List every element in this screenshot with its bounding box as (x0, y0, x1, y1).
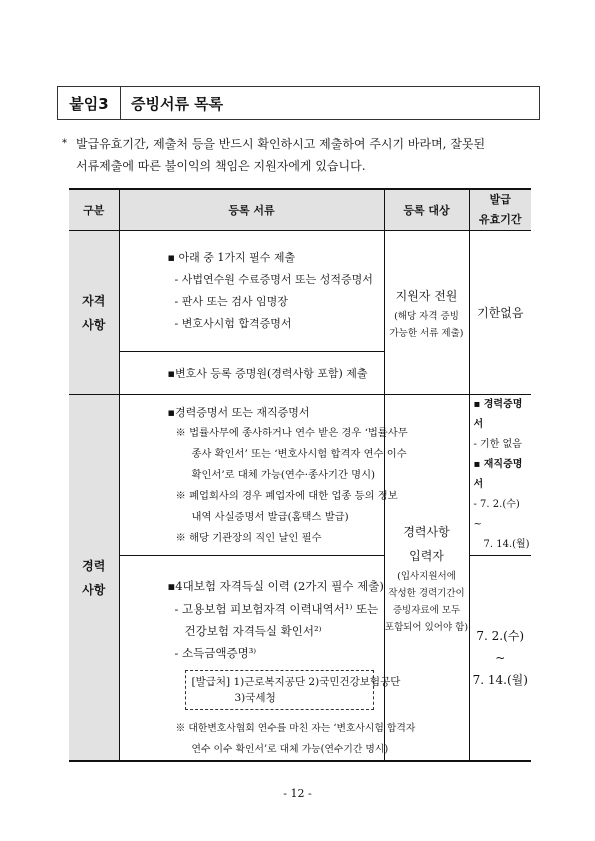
list-item: 7. 14.(월) (483, 539, 530, 550)
career-target-line-6: 포함되어 있어야 함) (384, 621, 469, 633)
career-docs-1 (119, 395, 408, 556)
qualification-validity: 기한없음 (469, 231, 531, 395)
list-item: - 판사 또는 검사 임명장 (174, 295, 288, 308)
list-item: - 변호사시험 합격증명서 (174, 317, 292, 330)
list-item: 종사 확인서’ 또는 ‘변호사시험 합격자 연수 이수 (191, 447, 407, 460)
category-qualification-line-2: 사항 (82, 317, 106, 332)
list-item: 건강보험 자격득실 확인서²⁾ (184, 624, 322, 638)
list-item: ※ 법률사무에 종사하거나 연수 받은 경우 ‘법률사무 (175, 426, 408, 439)
intro-line-1: 발급유효기간, 제출처 등을 반드시 확인하시고 제출하여 주시기 바라며, 잘못된 (76, 137, 486, 151)
career-target-line-2: 입력자 (409, 548, 444, 563)
list-item: 내역 사실증명서 발급(홈택스 발급) (191, 510, 349, 523)
career-validity-1 (469, 395, 531, 556)
category-qualification (69, 231, 119, 395)
header-documents: 등록 서류 (119, 189, 384, 231)
attachment-header (57, 86, 540, 120)
career-validity-2-line-2: 7. 14.(월) (472, 673, 528, 687)
list-item: - 기한 없음 (473, 439, 522, 450)
issuer-line-2: 3)국세청 (234, 692, 276, 704)
list-item: - 소득금액증명³⁾ (174, 646, 257, 660)
table-row (69, 395, 531, 556)
list-item: ▪ 아래 중 1가지 필수 제출 (167, 251, 296, 264)
career-note-2: 연수 이수 확인서’로 대체 가능(연수기간 명시) (191, 744, 389, 755)
notice-marker: * (62, 138, 67, 149)
intro-notice (62, 133, 540, 177)
list-item: ▪경력증명서 또는 재직증명서 (167, 405, 310, 419)
header-validity (469, 189, 531, 231)
career-target-line-1: 경력사항 (403, 524, 450, 539)
header-validity-line-2: 유효기간 (478, 213, 522, 226)
issuer-box (185, 670, 401, 710)
category-career (69, 395, 119, 762)
career-validity-2 (469, 556, 531, 762)
issuer-line-1: [발급처] 1)근로복지공단 2)국민건강보험공단 (191, 676, 401, 688)
document-list-table (69, 188, 531, 762)
intro-line-2: 서류제출에 따른 불이익의 책임은 지원자에게 있습니다. (76, 159, 366, 173)
category-career-line-1: 경력 (82, 558, 106, 573)
career-note-1: ※ 대한변호사협회 연수를 마친 자는 ‘변호사시험 합격자 (175, 723, 416, 734)
attachment-tag: 붙임3 (58, 87, 121, 119)
qualification-target (384, 231, 469, 395)
list-item: ※ 폐업회사의 경우 폐업자에 대한 업종 등의 정보 (175, 489, 398, 502)
table-header-row (69, 189, 531, 231)
table-row (69, 231, 531, 352)
career-target-line-3: (입사지원서에 (397, 570, 456, 582)
qualification-register-cert: ▪변호사 등록 증명원(경력사항 포함) 제출 (119, 352, 384, 395)
list-item: ▪ 재직증명서 (473, 459, 523, 490)
header-category: 구분 (69, 189, 119, 231)
list-item: ▪ 경력증명서 (473, 399, 523, 430)
page-number: - 12 - (283, 787, 312, 800)
category-career-line-2: 사항 (82, 582, 106, 597)
career-target-line-4: 작성한 경력기간이 (388, 587, 465, 599)
career-target-line-5: 증빙자료에 모두 (392, 604, 461, 616)
career-docs-2 (119, 556, 416, 762)
list-item: - 고용보험 피보험자격 이력내역서¹⁾ 또는 (174, 602, 379, 616)
list-item: 확인서’로 대체 가능(연수·종사기간 명시) (191, 468, 376, 481)
list-item: - 7. 2.(수) ~ (473, 499, 520, 530)
header-validity-line-1: 발급 (489, 193, 511, 206)
list-item: ▪4대보험 자격득실 이력 (2가지 필수 제출) (167, 579, 384, 593)
qualification-target-line-2: (해당 자격 증빙 (394, 310, 459, 322)
qualification-docs (119, 231, 384, 352)
category-qualification-line-1: 자격 (82, 293, 106, 308)
attachment-title: 증빙서류 목록 (131, 94, 224, 113)
qualification-target-line-3: 가능한 서류 제출) (389, 327, 464, 339)
list-item: - 사법연수원 수료증명서 또는 성적증명서 (174, 273, 373, 286)
header-target: 등록 대상 (384, 189, 469, 231)
career-validity-2-line-1: 7. 2.(수) ~ (476, 629, 525, 665)
list-item: ※ 해당 기관장의 직인 날인 필수 (175, 531, 322, 544)
qualification-target-line-1: 지원자 전원 (395, 288, 458, 303)
